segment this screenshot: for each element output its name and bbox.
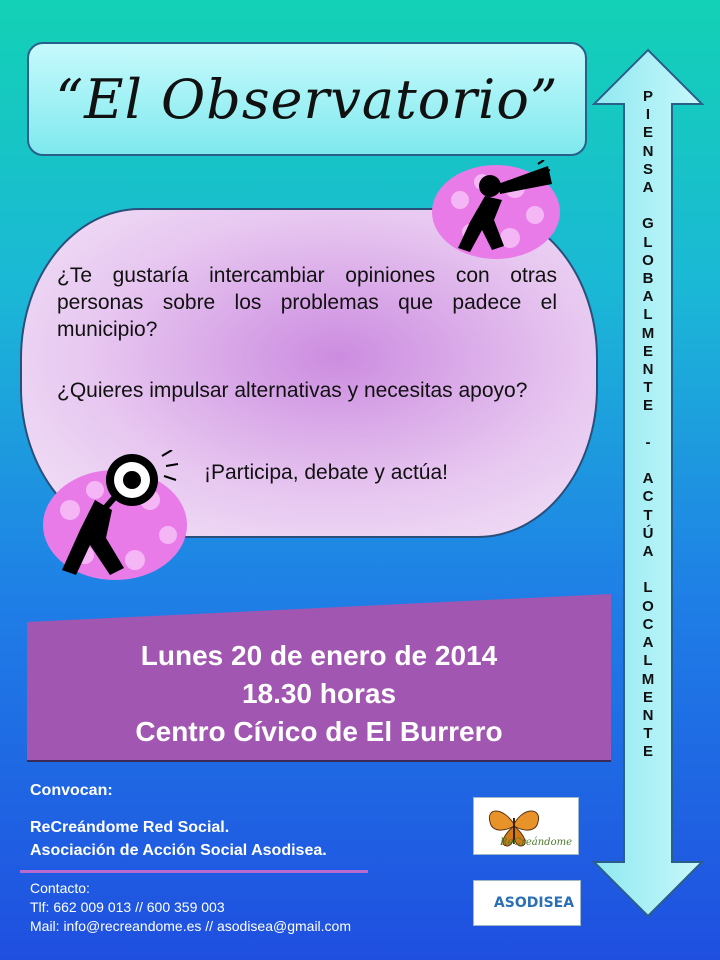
slogan-letter: O xyxy=(642,597,654,615)
asodisea-logo-text: ASODISEA xyxy=(493,895,575,911)
slogan-letter xyxy=(596,416,700,434)
event-date: Lunes 20 de enero de 2014 xyxy=(140,640,498,671)
contact-phones: Tlf: 662 009 013 // 600 359 003 xyxy=(30,899,225,915)
slogan-letter: E xyxy=(642,743,653,761)
slogan-letter: E xyxy=(642,688,653,706)
slogan-letter: L xyxy=(643,233,653,251)
contact-mail: Mail: info@recreandome.es // asodisea@gmail.com xyxy=(30,918,352,934)
slogan-letter: I xyxy=(645,106,651,124)
slogan-letter: A xyxy=(642,179,654,197)
slogan-letter: N xyxy=(642,706,654,724)
slogan-letter: E xyxy=(642,124,653,142)
slogan-letter: B xyxy=(642,270,654,288)
slogan-letter: N xyxy=(642,142,654,160)
contact-label: Contacto: xyxy=(30,880,90,896)
slogan-letter: M xyxy=(641,670,655,688)
convener-org-1: ReCreándome Red Social. xyxy=(30,819,230,836)
slogan-letter xyxy=(596,561,700,579)
slogan-letter: A xyxy=(642,470,654,488)
slogan-letter: C xyxy=(642,488,654,506)
title-box xyxy=(27,42,587,156)
slogan-letter: T xyxy=(643,379,653,397)
conveners-label: Convocan: xyxy=(30,782,113,799)
divider xyxy=(20,870,368,873)
slogan-letter: N xyxy=(642,361,654,379)
slogan-letter: Ú xyxy=(642,524,654,542)
slogan-letter: L xyxy=(643,306,653,324)
megaphone-figure-icon xyxy=(430,160,565,265)
slogan-letter: C xyxy=(642,615,654,633)
asodisea-logo xyxy=(473,880,581,926)
slogan-letter: L xyxy=(643,652,653,670)
slogan-letter: T xyxy=(643,506,653,524)
recreandome-logo xyxy=(473,797,579,855)
slogan-letter xyxy=(596,452,700,470)
slogan-letter: O xyxy=(642,251,654,269)
slogan-letter: S xyxy=(642,160,653,178)
question-1: ¿Te gustaría intercambiar opiniones con otras personas sobre los problemas que padece el municipio? xyxy=(57,264,557,341)
slogan-letter: A xyxy=(642,634,654,652)
slogan-letter: G xyxy=(642,215,654,233)
convener-org-2: Asociación de Acción Social Asodisea. xyxy=(30,842,327,859)
call-to-action: ¡Participa, debate y actúa! xyxy=(204,461,448,484)
slogan-letter: - xyxy=(645,433,651,451)
slogan-letter: A xyxy=(642,543,654,561)
slogan-vertical xyxy=(596,88,700,762)
slogan-letter: E xyxy=(642,342,653,360)
page-title: “El Observatorio” xyxy=(55,67,559,131)
slogan-letter: T xyxy=(643,725,653,743)
recreandome-logo-text: ReCreándome xyxy=(499,837,572,848)
event-place: Centro Cívico de El Burrero xyxy=(135,716,503,747)
slogan-letter: L xyxy=(643,579,653,597)
event-time: 18.30 horas xyxy=(241,678,397,709)
magnifier-figure-icon xyxy=(40,450,190,585)
slogan-letter: M xyxy=(641,324,655,342)
slogan-letter: A xyxy=(642,288,654,306)
slogan-letter: P xyxy=(642,88,653,105)
question-2: ¿Quieres impulsar alternativas y necesitas apoyo? xyxy=(57,379,528,402)
slogan-letter: E xyxy=(642,397,653,415)
slogan-letter xyxy=(596,197,700,215)
